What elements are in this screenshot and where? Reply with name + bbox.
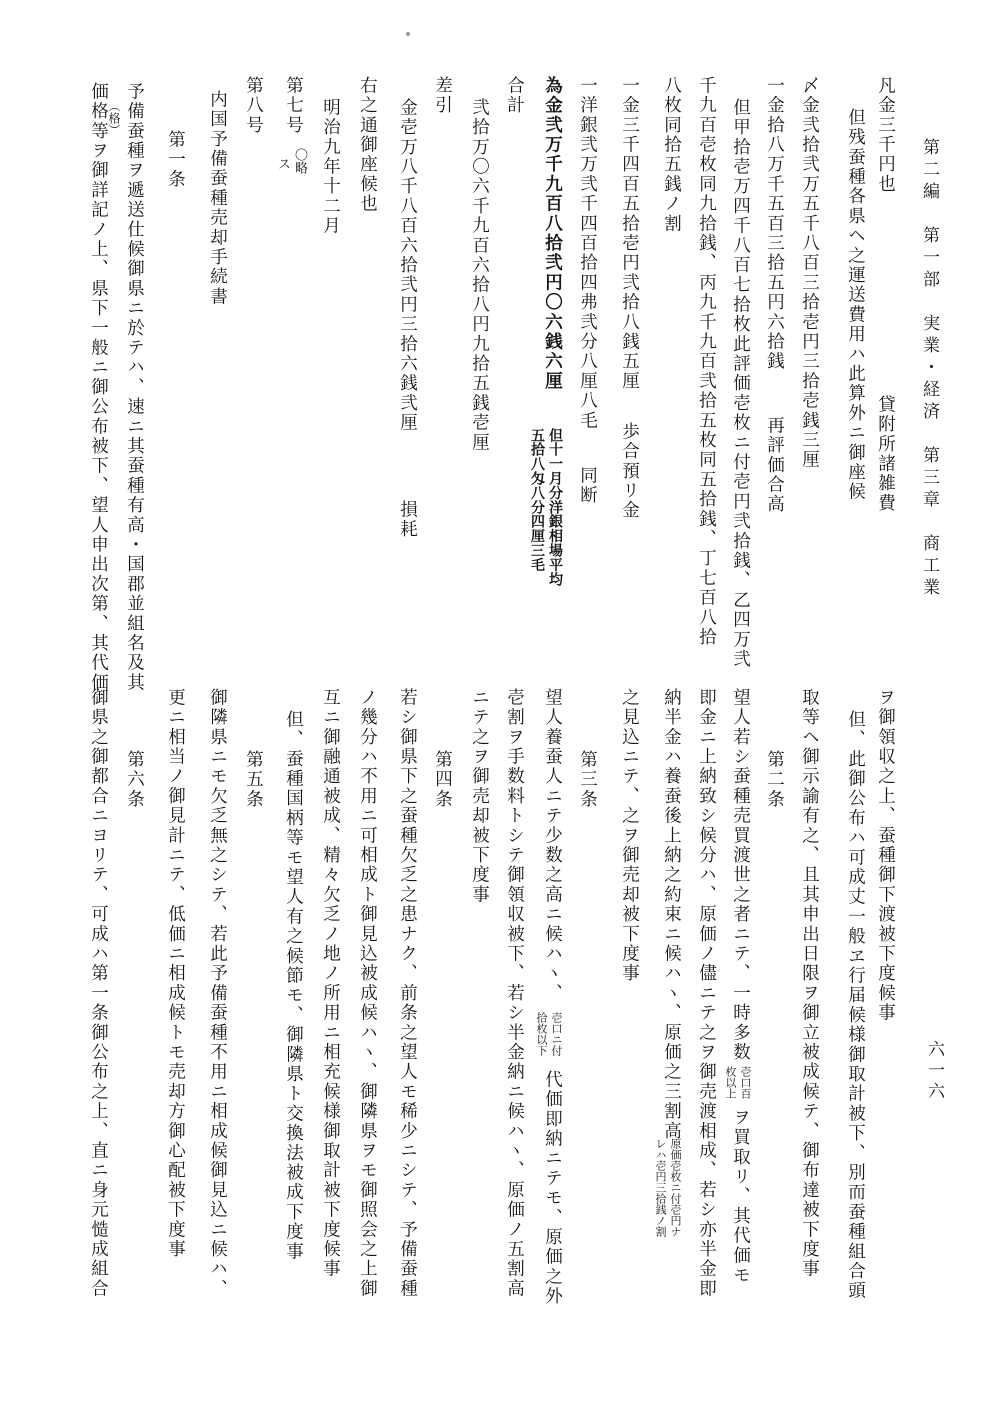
line-18: 第八号 (243, 76, 264, 136)
line-3: 〆金弐拾弐万五千八百三拾壱円三拾壱銭三厘 (799, 76, 820, 470)
line-32a: 望人養蚕人ニテ少数之高ニ候ハヽ、 (542, 688, 563, 1004)
line-31: 第三条 (577, 750, 598, 810)
line-9: 一洋銀弐万弐千四百拾四弗弐分八厘八毛 (577, 76, 598, 431)
line-20: 第一条 (165, 130, 186, 190)
line-5: 但甲拾壱万四千八百七拾枚此評価壱枚ニ付壱円弐拾銭、乙四万弐 (730, 98, 751, 670)
ryaku-top: 〇略 (292, 148, 307, 174)
line-13: 差引 (432, 76, 453, 116)
line-24: 但、此御公布ハ可成丈一般ヱ行届候様御取計被下、別而蚕種組合頭 (845, 710, 866, 1301)
line-42: 更ニ相当ノ御見計ニテ、低価ニ相成候トモ売却方御心配被下度事 (165, 688, 186, 1260)
line-25: 取等ヘ御示諭有之、且其申出日限ヲ御立被成候テ、御布達被下度事 (799, 688, 820, 1279)
small-c1: 壱口ニ付 (550, 1012, 563, 1056)
line-43: 第六条 (124, 750, 145, 810)
small-a1: 壱口百 (739, 1066, 752, 1099)
line-21: 予備蚕種ヲ遞送仕候御県ニ於テハ、速ニ其蚕種有高・国郡並組名及其 (124, 82, 145, 693)
page-number: 六一六 (924, 1040, 944, 1103)
label-sonmou: 損耗 (397, 500, 418, 540)
line-38: 互ニ御融通被成、精々欠乏ノ地ノ所用ニ相充候様御取計被下度候事 (320, 688, 341, 1279)
line-30: 之見込ニテ、之ヲ御売却被下度事 (619, 688, 640, 984)
label-kashitsuke: 貸附所諸雑費 (875, 395, 896, 514)
line-26: 第二条 (764, 750, 785, 810)
ryaku-bottom: ス (275, 157, 290, 170)
line-34: ニテ之ヲ御売却被下度事 (469, 688, 490, 905)
line-8: 一金三千四百五拾壱円弐拾八銭五厘 (619, 76, 640, 392)
line-12: 弐拾万〇六千九百六拾八円九拾五銭壱厘 (469, 98, 490, 453)
note-1: 但十一月分洋銀相場平均 (547, 428, 563, 587)
line-4: 一金拾八万千五百三拾五円六拾銭 (764, 76, 785, 372)
line-32b: 代価即納ニテモ、原価之外 (542, 1070, 563, 1307)
kaku-note: （格） (107, 100, 121, 136)
label-doudan: 同断 (577, 466, 598, 506)
label-buai: 歩合預リ金 (619, 422, 640, 521)
small-a2: 枚以上 (724, 1066, 737, 1099)
line-27b: ヲ買取リ、其代価モ (730, 1108, 751, 1286)
small-b2: レハ壱円三拾銭ノ割 (654, 1138, 667, 1237)
line-37: ノ幾分ハ不用ニ可相成ト御見込被成候ハヽ、御隣県ヲモ御照会之上御 (357, 688, 378, 1299)
line-22: 価格等ヲ御詳記ノ上、県下一般ニ御公布被下、望人申出次第、其代価 (88, 82, 109, 693)
running-title: 第二編 第一部 実業・経済 第三章 商工業 (919, 138, 939, 600)
line-44: 御県之御都合ニヨリテ、可成ハ第一条御公布之上、直ニ身元慥成組合 (88, 688, 109, 1299)
line-14: 金壱万八千八百六拾弐円三拾六銭弐厘 (397, 98, 418, 433)
line-19: 内国予備蚕種売却手続書 (207, 90, 228, 307)
note-2: 五拾八匁八分四厘三毛 (529, 428, 545, 572)
line-36: 若シ御県下之蚕種欠乏之患ナク、前条之望人モ稀少ニシテ、予備蚕種 (397, 688, 418, 1299)
line-17: 第七号 (283, 76, 304, 136)
line-1: 凡金三千円也 (875, 76, 896, 195)
line-39: 但、蚕種国柄等モ望人有之候節モ、御隣県ト交換法被成下度事 (283, 710, 304, 1262)
line-35: 第四条 (432, 750, 453, 810)
line-16: 明治九年十二月 (320, 98, 341, 236)
line-33: 壱割ヲ手数料トシテ御領収被下、若シ半金納ニ候ハヽ、原価ノ五割高 (504, 688, 525, 1299)
small-b1: 原価壱枚ニ付壱円ナ (669, 1138, 682, 1237)
line-15: 右之通御座候也 (357, 76, 378, 214)
line-2: 但残蚕種各県ヘ之運送費用ハ此算外ニ御座候 (845, 108, 866, 502)
line-6: 千九百壱枚同九拾銭、丙九千九百弐拾五枚同五拾銭、丁七百八拾 (696, 76, 717, 648)
line-23: ヲ御領収之上、蚕種御下渡被下度候事 (875, 688, 896, 1023)
page-mark (406, 32, 410, 36)
line-40: 第五条 (243, 750, 264, 810)
line-28: 即金ニ上納致シ候分ハ、原価ノ儘ニテ之ヲ御売渡相成、若シ亦半金即 (696, 688, 717, 1299)
line-11: 合計 (504, 76, 525, 116)
small-c2: 拾枚以下 (535, 1012, 548, 1056)
line-29a: 納半金ハ養蚕後上納之約束ニ候ハヽ、原価之三割高 (661, 688, 682, 1142)
line-10: 為金弐万千九百八拾弐円〇六銭六厘 (542, 76, 563, 392)
line-7: 八枚同拾五銭ノ割 (661, 76, 682, 234)
line-41: 御隣県ニモ欠乏無之シテ、若此予備蚕種不用ニ相成候御見込ニ候ハ、 (207, 688, 228, 1299)
line-27a: 望人若シ蚕種売買渡世之者ニテ、一時多数 (730, 688, 751, 1063)
label-saihyouka: 再評価合高 (764, 416, 785, 515)
